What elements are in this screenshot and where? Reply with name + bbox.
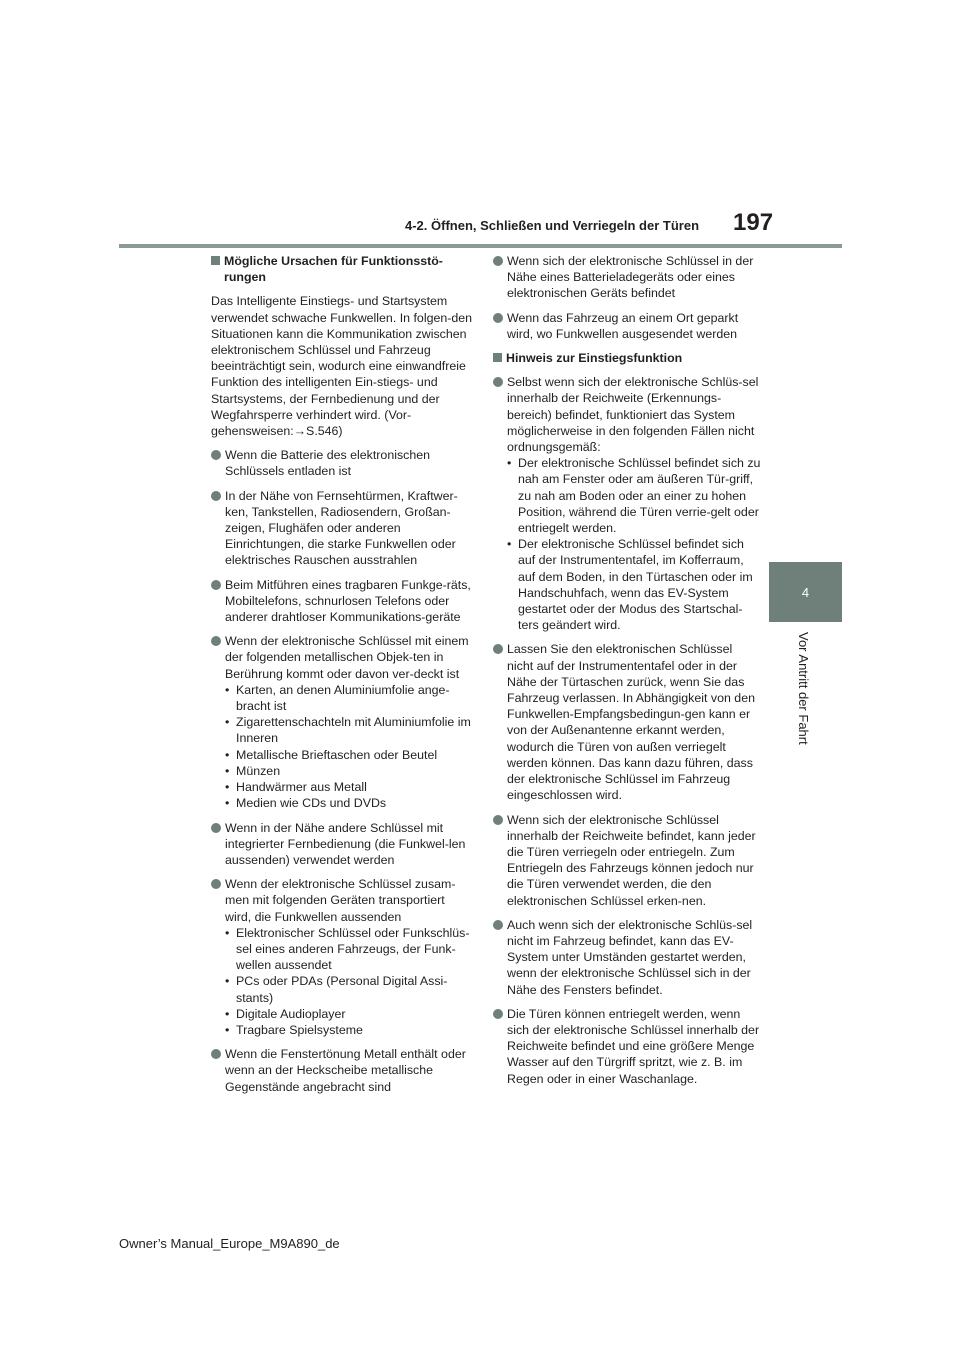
bullet-text: Auch wenn sich der elektronische Schlüs-sel nicht im Fahrzeug befindet, kann das EV-System unter Umständen gestartet werden, wenn der elektronische Schlüssel sich in der Nähe des Fensters befindet. [507,917,753,997]
bullet-list [211,447,473,1095]
dot-marker-icon: • [225,796,230,811]
bullet-item [211,633,473,811]
round-bullet-icon [211,879,221,889]
sub-list [507,455,761,633]
sub-list-item [507,455,761,536]
bullet-text: Selbst wenn sich der elektronische Schlüs-sel innerhalb der Reichweite (Erkennungs-bereich) befindet, funktioniert das System möglicherweise in den folgenden Fällen nicht ordnungsgemäß: [507,375,759,455]
sub-list-item [225,714,473,746]
bullet-item [211,876,473,1038]
bullet-item [211,820,473,869]
bullet-text: In der Nähe von Fernsehtürmen, Kraftwer-ken, Tankstellen, Radiosendern, Großan-zeigen, Flughäfen oder anderen Einrichtungen, die starke Funkwellen oder elektrisches Rauschen ausstrahlen [225,488,458,568]
bullet-list [493,253,761,342]
sub-item-text: PCs oder PDAs (Personal Digital Assi-stants) [236,974,448,1005]
square-bullet-icon [493,353,502,362]
sub-list [225,682,473,812]
round-bullet-icon [493,1009,503,1019]
bullet-text: Wenn die Batterie des elektronischen Schlüssels entladen ist [225,448,431,479]
chapter-tab [769,562,842,622]
bullet-text: Wenn das Fahrzeug an einem Ort geparkt wird, wo Funkwellen ausgesendet werden [507,310,739,341]
bullet-item [493,1006,761,1087]
sub-list-item [225,973,473,1005]
dot-marker-icon: • [507,537,512,552]
dot-marker-icon: • [225,925,230,940]
bullet-text: Wenn in der Nähe andere Schlüssel mit integrierter Fernbedienung (die Funkwel-len aussenden) verwendet werden [225,820,466,867]
bullet-item [493,310,761,342]
sub-list-item [507,536,761,633]
intro-paragraph: Das Intelligente Einstiegs- und Startsystem verwendet schwache Funkwellen. In folgen-den Situationen kann die Kommunikation zwischen elektronischem Schlüssel und Fahrzeug beeinträchtigt sein, wodurch eine einwandfreie Funktion des intelligenten Ein-stiegs- und Startsystems, der Fernbedienung und der Wegfahrsperre verhindert wird. (Vor-gehensweisen:→S.546) [211,294,473,439]
footer-text: Owner’s Manual_Europe_M9A890_de [119,1236,340,1251]
round-bullet-icon [211,636,221,646]
round-bullet-icon [211,580,221,590]
sub-item-text: Karten, an denen Aluminiumfolie ange-bracht ist [236,682,450,714]
bullet-text: Lassen Sie den elektronischen Schlüssel nicht auf der Instrumententafel oder in der Nähe der Türtaschen zurück, wenn Sie das Fahrzeug verlassen. In Abhängigkeit von den Funkwellen-Empfangsbedingun-gen kann er von der Außenantenne erkannt werden, wodurch die Türen von außen verriegelt werden können. Das kann dazu führen, dass der elektronische Schlüssel im Fahrzeug eingeschlossen wird. [507,642,755,803]
sub-item-text: Münzen [236,763,281,778]
page-number: 197 [733,209,774,236]
sub-item-text: Der elektronische Schlüssel befindet sich auf der Instrumententafel, im Kofferraum, auf dem Boden, in den Türtaschen oder im Handschuhfach, wenn das EV-System gestartet oder der Modus des Startschal-ters geändert wird. [518,537,753,633]
sub-item-text: Handwärmer aus Metall [236,780,367,795]
sub-item-text: Der elektronische Schlüssel befindet sich zu nah am Fenster oder am äußeren Tür-griff, zu nah am Boden oder an einer zu hohen Position, während die Türen verrie-gelt oder entriegelt werden. [518,456,761,536]
bullet-item [493,253,761,302]
heading-text: Mögliche Ursachen für Funktionsstö-rungen [224,254,443,285]
left-column [211,253,473,1103]
sub-item-text: Tragbare Spielsysteme [236,1022,363,1037]
dot-marker-icon: • [225,780,230,795]
chapter-number: 4 [801,584,810,600]
dot-marker-icon: • [225,682,230,697]
bullet-item [493,374,761,633]
dot-marker-icon: • [225,715,230,730]
bullet-item [493,917,761,998]
bullet-text: Wenn sich der elektronische Schlüssel innerhalb der Reichweite befindet, kann jeder die Türen verriegeln oder entriegeln. Zum Entriegeln des Fahrzeugs können jedoch nur die Türen verwendet werden, die den elektronischen Schlüssel erken-nen. [507,812,756,908]
right-column [493,253,761,1095]
round-bullet-icon [493,377,503,387]
dot-marker-icon: • [225,763,230,778]
sub-item-text: Elektronischer Schlüssel oder Funkschlüs-sel eines anderen Fahrzeugs, der Funk-wellen aussendet [236,925,470,973]
round-bullet-icon [493,920,503,930]
sub-list-item [225,682,473,714]
square-bullet-icon [211,256,220,265]
sub-list-item [225,763,473,779]
sub-list-item [225,795,473,811]
round-bullet-icon [493,313,503,323]
round-bullet-icon [211,823,221,833]
round-bullet-icon [493,815,503,825]
sub-item-text: Zigarettenschachteln mit Aluminiumfolie im Inneren [236,715,471,746]
chapter-label: Vor Antritt der Fahrt [796,632,811,745]
bullet-text: Wenn sich der elektronische Schlüssel in der Nähe eines Batterieladegeräts oder eines elektronischen Geräts befindet [507,254,754,301]
sub-list-item [225,1006,473,1022]
dot-marker-icon: • [225,1006,230,1021]
bullet-item [493,812,761,909]
bullet-item [211,577,473,626]
sub-item-text: Metallische Brieftaschen oder Beutel [236,747,438,762]
dot-marker-icon: • [225,1022,230,1037]
bullet-text: Wenn der elektronische Schlüssel mit einem der folgenden metallischen Objek-ten in Berührung kommt oder davon ver-deckt ist [225,634,469,681]
round-bullet-icon [211,491,221,501]
round-bullet-icon [493,256,503,266]
bullet-item [211,488,473,569]
bullet-text: Wenn der elektronische Schlüssel zusam-men mit folgenden Geräten transportiert wird, die Funkwellen aussenden [225,877,456,924]
dot-marker-icon: • [507,456,512,471]
sub-list-item [225,779,473,795]
dot-marker-icon: • [225,747,230,762]
bullet-text: Die Türen können entriegelt werden, wenn sich der elektronische Schlüssel innerhalb der Reichweite befindet und eine größere Menge Wasser auf den Türgriff spritzt, wie z. B. im Regen oder in einer Waschanlage. [507,1006,760,1086]
bullet-text: Beim Mitführen eines tragbaren Funkge-räts, Mobiltelefons, schnurlosen Telefons oder anderer drahtloser Kommunikations-geräte [225,577,471,625]
sub-item-text: Digitale Audioplayer [236,1006,346,1021]
header-divider [119,244,842,248]
section-title: 4-2. Öffnen, Schließen und Verriegeln der Türen [405,218,700,233]
bullet-item [493,641,761,803]
bullet-list [493,374,761,1087]
bullet-item [211,1046,473,1095]
round-bullet-icon [493,644,503,654]
sub-list-item [225,747,473,763]
sub-list [225,925,473,1038]
bullet-item [211,447,473,479]
bullet-text: Wenn die Fenstertönung Metall enthält oder wenn an der Heckscheibe metallische Gegenstände angebracht sind [225,1047,466,1094]
section-heading [493,350,761,366]
sub-list-item [225,1022,473,1038]
round-bullet-icon [211,450,221,460]
heading-text: Hinweis zur Einstiegsfunktion [506,351,683,366]
sub-list-item [225,925,473,974]
sub-item-text: Medien wie CDs und DVDs [236,796,387,811]
section-heading [211,253,473,285]
dot-marker-icon: • [225,974,230,989]
round-bullet-icon [211,1049,221,1059]
